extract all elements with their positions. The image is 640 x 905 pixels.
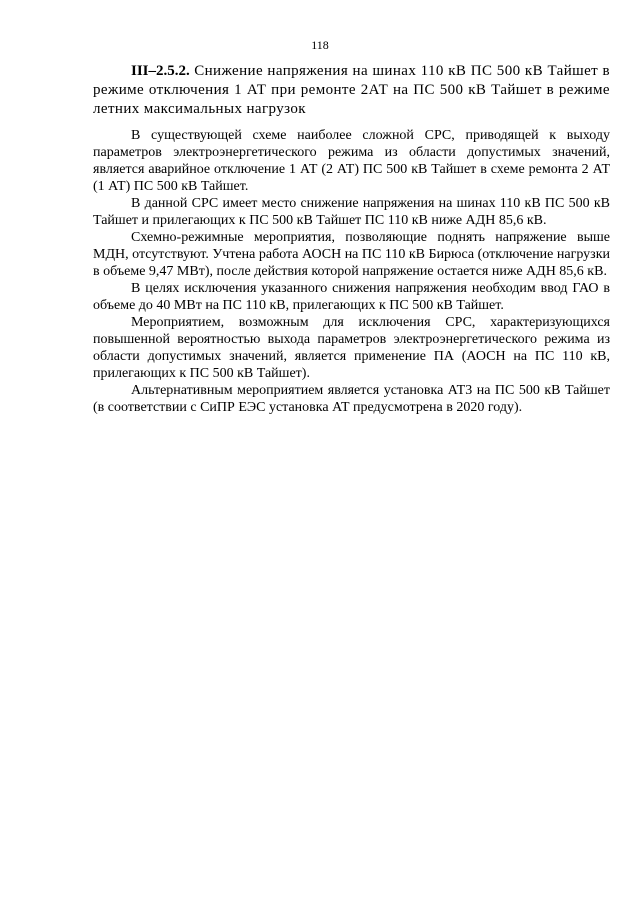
paragraph: В целях исключения указанного снижения напряжения необходим ввод ГАО в объеме до 40 МВт на ПС 110 кВ, прилегающих к ПС 500 кВ Тайшет. [93, 281, 610, 313]
document-body [93, 127, 610, 416]
paragraph: В существующей схеме наиболее сложной СРС, приводящей к выходу параметров электроэнергетического режима из области допустимых значений, является аварийное отключение 1 АТ (2 АТ) ПС 500 кВ Тайшет в схеме ремонта 2 АТ (1 АТ) ПС 500 кВ Тайшет. [93, 128, 610, 194]
section-title: Снижение напряжения на шинах 110 кВ ПС 500 кВ Тайшет в режиме отключения 1 АТ при ремонте 2АТ на ПС 500 кВ Тайшет в режиме летних максимальных нагрузок [93, 63, 610, 117]
paragraph: Схемно-режимные мероприятия, позволяющие поднять напряжение выше МДН, отсутствуют. Учтена работа АОСН на ПС 110 кВ Бирюса (отключение нагрузки в объеме 9,47 МВт), после действия которой напряжение остается ниже АДН 85,6 кВ. [93, 230, 610, 279]
page-number: 118 [311, 38, 329, 52]
paragraph: В данной СРС имеет место снижение напряжения на шинах 110 кВ ПС 500 кВ Тайшет и прилегающих к ПС 500 кВ Тайшет ПС 110 кВ ниже АДН 85,6 кВ. [93, 196, 610, 228]
paragraph: Альтернативным мероприятием является установка АТ3 на ПС 500 кВ Тайшет (в соответствии с СиПР ЕЭС установка АТ предусмотрена в 2020 году). [93, 383, 610, 415]
section-heading [93, 62, 610, 119]
section-number: III–2.5.2. [131, 63, 190, 79]
paragraph: Мероприятием, возможным для исключения СРС, характеризующихся повышенной вероятностью выхода параметров электроэнергетического режима из области допустимых значений, является применение ПА (АОСН на ПС 110 кВ, прилегающих к ПС 500 кВ Тайшет). [93, 315, 610, 381]
